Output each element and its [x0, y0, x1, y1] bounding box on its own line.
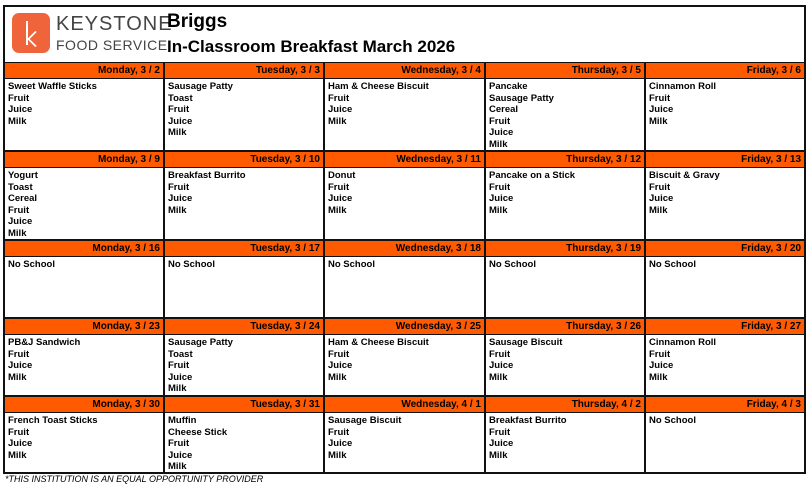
menu-item: Muffin	[168, 415, 197, 426]
day-cell	[325, 397, 486, 474]
day-cell	[486, 63, 646, 152]
day-header: Wednesday, 3 / 25	[325, 319, 484, 335]
menu-item: No School	[8, 259, 55, 270]
keystone-k-icon	[12, 13, 50, 53]
menu-items	[486, 168, 644, 216]
day-cell	[325, 319, 486, 397]
menu-item: Toast	[8, 181, 33, 193]
menu-items	[646, 335, 804, 383]
day-cell	[486, 241, 646, 319]
menu-items	[5, 168, 163, 240]
day-header: Monday, 3 / 23	[5, 319, 163, 335]
day-cell	[325, 63, 486, 152]
menu-item: Juice	[489, 127, 514, 139]
menu-items	[646, 79, 804, 127]
menu-item: Sausage Patty	[168, 81, 233, 92]
menu-item: Fruit	[8, 204, 30, 216]
day-cell	[5, 397, 165, 474]
menu-item: Juice	[328, 104, 353, 116]
day-header: Thursday, 3 / 12	[486, 152, 644, 168]
menu-items	[486, 335, 644, 383]
menu-items	[325, 79, 484, 127]
menu-item: Milk	[649, 371, 668, 383]
day-header: Thursday, 3 / 19	[486, 241, 644, 257]
menu-item: Fruit	[489, 348, 511, 360]
menu-items	[165, 168, 323, 216]
day-header: Tuesday, 3 / 24	[165, 319, 323, 335]
menu-item: Milk	[328, 449, 347, 461]
menu-item: No School	[168, 259, 215, 270]
menu-items	[325, 413, 484, 461]
day-header: Tuesday, 3 / 3	[165, 63, 323, 79]
menu-item: No School	[328, 259, 375, 270]
menu-item: Milk	[328, 371, 347, 383]
day-cell	[165, 63, 325, 152]
logo-line2: FOOD SERVICE	[56, 37, 168, 53]
menu-items	[165, 257, 323, 271]
menu-item: Breakfast Burrito	[168, 170, 246, 181]
menu-item: Breakfast Burrito	[489, 415, 567, 426]
menu-item: Juice	[489, 360, 514, 372]
day-header: Friday, 4 / 3	[646, 397, 804, 413]
menu-item: Fruit	[328, 181, 350, 193]
menu-item: Juice	[328, 360, 353, 372]
menu-items	[325, 257, 484, 271]
menu-item: Juice	[168, 371, 193, 383]
day-header: Wednesday, 3 / 18	[325, 241, 484, 257]
day-header: Monday, 3 / 30	[5, 397, 163, 413]
menu-items	[646, 168, 804, 216]
menu-items	[5, 257, 163, 271]
menu-item: Juice	[649, 193, 674, 205]
footer-note: *THIS INSTITUTION IS AN EQUAL OPPORTUNITY PROVIDER	[5, 474, 264, 484]
day-cell	[646, 397, 804, 474]
menu-items	[165, 79, 323, 139]
menu-items	[646, 413, 804, 427]
menu-item: Cereal	[489, 104, 519, 116]
menu-item: Cereal	[8, 193, 38, 205]
menu-item: Juice	[328, 193, 353, 205]
menu-item: Fruit	[8, 426, 30, 438]
menu-item: Fruit	[489, 181, 511, 193]
menu-item: Juice	[8, 360, 33, 372]
menu-item: Juice	[8, 216, 33, 228]
menu-item: Juice	[168, 449, 193, 461]
menu-item: Milk	[649, 204, 668, 216]
day-cell	[5, 63, 165, 152]
menu-items	[486, 79, 644, 151]
day-cell	[486, 319, 646, 397]
menu-item: Sausage Patty	[168, 337, 233, 348]
day-header: Friday, 3 / 20	[646, 241, 804, 257]
header	[5, 7, 804, 64]
menu-item: Ham & Cheese Biscuit	[328, 81, 429, 92]
menu-item: Fruit	[489, 115, 511, 127]
menu-item: Juice	[489, 193, 514, 205]
menu-item: No School	[489, 259, 536, 270]
day-cell	[165, 241, 325, 319]
menu-item: Milk	[168, 204, 187, 216]
menu-items	[165, 413, 323, 473]
school-name: Briggs	[167, 11, 228, 32]
day-header: Thursday, 3 / 26	[486, 319, 644, 335]
day-cell	[646, 63, 804, 152]
day-header: Tuesday, 3 / 10	[165, 152, 323, 168]
menu-item: Sausage Biscuit	[489, 337, 563, 348]
day-header: Thursday, 3 / 5	[486, 63, 644, 79]
menu-item: Cinnamon Roll	[649, 81, 717, 92]
menu-item: Juice	[8, 438, 33, 450]
menu-item: Juice	[649, 104, 674, 116]
menu-item: Fruit	[168, 438, 190, 450]
day-header: Friday, 3 / 27	[646, 319, 804, 335]
keystone-logo	[12, 13, 173, 57]
day-cell	[5, 152, 165, 241]
day-header: Monday, 3 / 16	[5, 241, 163, 257]
menu-calendar	[3, 5, 806, 474]
menu-items	[325, 168, 484, 216]
menu-items	[5, 413, 163, 461]
day-header: Friday, 3 / 6	[646, 63, 804, 79]
menu-item: Milk	[489, 371, 508, 383]
logo-line1: KEYSTONE	[56, 13, 173, 35]
menu-item: Fruit	[489, 426, 511, 438]
menu-item: Donut	[328, 170, 356, 181]
day-cell	[486, 397, 646, 474]
day-cell	[325, 241, 486, 319]
menu-item: Toast	[168, 92, 193, 104]
menu-item: Fruit	[328, 348, 350, 360]
menu-items	[5, 79, 163, 127]
menu-item: Cinnamon Roll	[649, 337, 717, 348]
day-cell	[325, 152, 486, 241]
menu-item: Milk	[8, 115, 27, 127]
day-header: Tuesday, 3 / 17	[165, 241, 323, 257]
menu-item: Milk	[328, 115, 347, 127]
day-header: Tuesday, 3 / 31	[165, 397, 323, 413]
day-cell	[646, 152, 804, 241]
menu-item: Milk	[489, 204, 508, 216]
day-cell	[486, 152, 646, 241]
menu-item: Milk	[168, 127, 187, 139]
day-header: Wednesday, 3 / 4	[325, 63, 484, 79]
menu-items	[486, 257, 644, 271]
menu-item: Pancake	[489, 81, 528, 92]
day-cell	[5, 241, 165, 319]
menu-item: Fruit	[649, 92, 671, 104]
menu-item: Fruit	[649, 181, 671, 193]
menu-item: Juice	[168, 115, 193, 127]
menu-item: Juice	[328, 438, 353, 450]
menu-items	[486, 413, 644, 461]
menu-item: Milk	[328, 204, 347, 216]
day-cell	[165, 397, 325, 474]
menu-item: Juice	[8, 104, 33, 116]
menu-item: Sweet Waffle Sticks	[8, 81, 97, 92]
menu-item: Ham & Cheese Biscuit	[328, 337, 429, 348]
menu-item: PB&J Sandwich	[8, 337, 81, 348]
menu-item: Juice	[649, 360, 674, 372]
menu-items	[5, 335, 163, 383]
day-header: Wednesday, 4 / 1	[325, 397, 484, 413]
menu-item: Fruit	[328, 426, 350, 438]
menu-item: Milk	[168, 383, 187, 395]
menu-item: Milk	[8, 449, 27, 461]
day-header: Friday, 3 / 13	[646, 152, 804, 168]
menu-item: Milk	[168, 461, 187, 473]
menu-item: Cheese Stick	[168, 426, 228, 438]
menu-item: Sausage Patty	[489, 92, 554, 104]
menu-item: Fruit	[8, 348, 30, 360]
page-title: In-Classroom Breakfast March 2026	[167, 37, 456, 56]
menu-item: Fruit	[168, 360, 190, 372]
menu-item: Fruit	[328, 92, 350, 104]
day-cell	[5, 319, 165, 397]
menu-item: Fruit	[168, 104, 190, 116]
menu-item: Milk	[8, 371, 27, 383]
menu-item: Fruit	[8, 92, 30, 104]
day-header: Wednesday, 3 / 11	[325, 152, 484, 168]
menu-item: Juice	[168, 193, 193, 205]
menu-item: Toast	[168, 348, 193, 360]
day-header: Monday, 3 / 2	[5, 63, 163, 79]
day-cell	[646, 241, 804, 319]
menu-item: Milk	[489, 449, 508, 461]
menu-item: Yogurt	[8, 170, 38, 181]
menu-item: Milk	[649, 115, 668, 127]
day-header: Monday, 3 / 9	[5, 152, 163, 168]
menu-item: Sausage Biscuit	[328, 415, 402, 426]
menu-item: No School	[649, 259, 696, 270]
menu-item: Biscuit & Gravy	[649, 170, 720, 181]
menu-item: Fruit	[168, 181, 190, 193]
day-cell	[165, 319, 325, 397]
day-header: Thursday, 4 / 2	[486, 397, 644, 413]
menu-item: No School	[649, 415, 696, 426]
day-cell	[646, 319, 804, 397]
menu-item: Fruit	[649, 348, 671, 360]
menu-items	[325, 335, 484, 383]
menu-items	[646, 257, 804, 271]
menu-item: French Toast Sticks	[8, 415, 98, 426]
menu-items	[165, 335, 323, 395]
menu-item: Pancake on a Stick	[489, 170, 576, 181]
menu-item: Milk	[8, 227, 27, 239]
menu-item: Juice	[489, 438, 514, 450]
menu-item: Milk	[489, 138, 508, 150]
day-cell	[165, 152, 325, 241]
